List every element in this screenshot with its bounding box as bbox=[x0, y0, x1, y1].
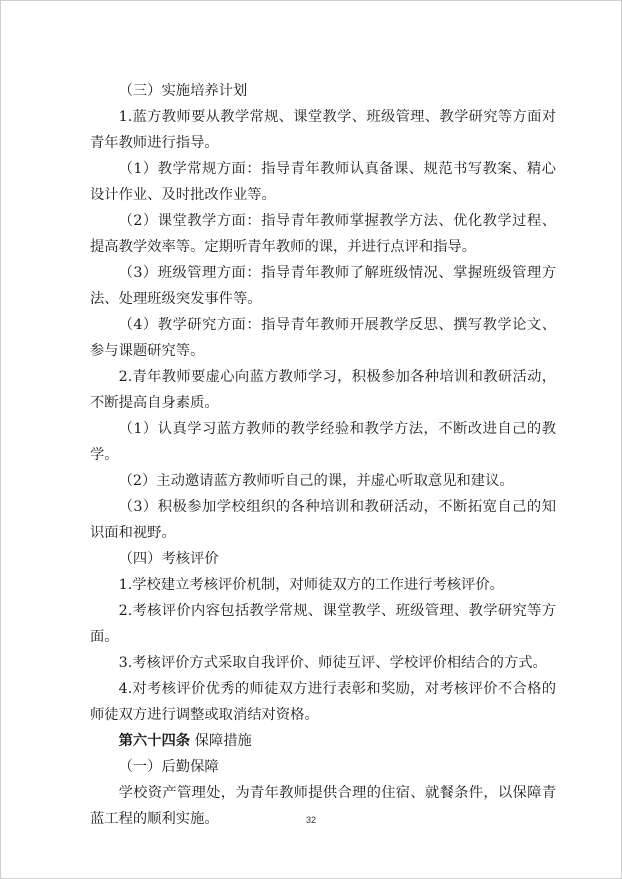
section-heading-logistics: （一）后勤保障 bbox=[118, 759, 219, 775]
paragraph-item-2: 2.青年教师要虚心向蓝方教师学习，积极参加各种培训和教研活动，不断提高自身素质。 bbox=[90, 369, 556, 411]
paragraph-logistics: 学校资产管理处，为青年教师提供合理的住宿、就餐条件，以保障青蓝工程的顺利实施。 bbox=[90, 785, 556, 827]
paragraph-item-2-3: （3）积极参加学校组织的各种培训和教研活动，不断拓宽自己的知识面和视野。 bbox=[90, 499, 556, 541]
section-heading-evaluation: （四）考核评价 bbox=[118, 551, 219, 567]
article-number: 第六十四条 bbox=[118, 733, 191, 749]
document-body bbox=[90, 78, 556, 832]
paragraph-item-1: 1.蓝方教师要从教学常规、课堂教学、班级管理、教学研究等方面对青年教师进行指导。 bbox=[90, 109, 556, 151]
section-heading-implementation: （三）实施培养计划 bbox=[118, 83, 248, 99]
paragraph-eval-4: 4.对考核评价优秀的师徒双方进行表彰和奖励，对考核评价不合格的师徒双方进行调整或取消结对资格。 bbox=[90, 681, 556, 723]
paragraph-eval-3: 3.考核评价方式采取自我评价、师徒互评、学校评价相结合的方式。 bbox=[118, 655, 547, 671]
article-heading bbox=[90, 728, 556, 754]
paragraph-item-1-3: （3）班级管理方面：指导青年教师了解班级情况、掌握班级管理方法、处理班级突发事件等。 bbox=[90, 265, 556, 307]
paragraph-item-1-2: （2）课堂教学方面：指导青年教师掌握教学方法、优化教学过程、提高教学效率等。定期听青年教师的课，并进行点评和指导。 bbox=[90, 213, 556, 255]
paragraph-item-2-1: （1）认真学习蓝方教师的教学经验和教学方法，不断改进自己的教学。 bbox=[90, 421, 556, 463]
paragraph-eval-2: 2.考核评价内容包括教学常规、课堂教学、班级管理、教学研究等方面。 bbox=[90, 603, 556, 645]
paragraph-item-1-1: （1）教学常规方面：指导青年教师认真备课、规范书写教案、精心设计作业、及时批改作业等。 bbox=[90, 161, 556, 203]
paragraph-item-2-2: （2）主动邀请蓝方教师听自己的课，并虚心听取意见和建议。 bbox=[118, 473, 514, 489]
page-number: 32 bbox=[305, 815, 316, 825]
article-title: 保障措施 bbox=[194, 733, 252, 749]
paragraph-item-1-4: （4）教学研究方面：指导青年教师开展教学反思、撰写教学论文、参与课题研究等。 bbox=[90, 317, 556, 359]
paragraph-eval-1: 1.学校建立考核评价机制，对师徒双方的工作进行考核评价。 bbox=[118, 577, 504, 593]
